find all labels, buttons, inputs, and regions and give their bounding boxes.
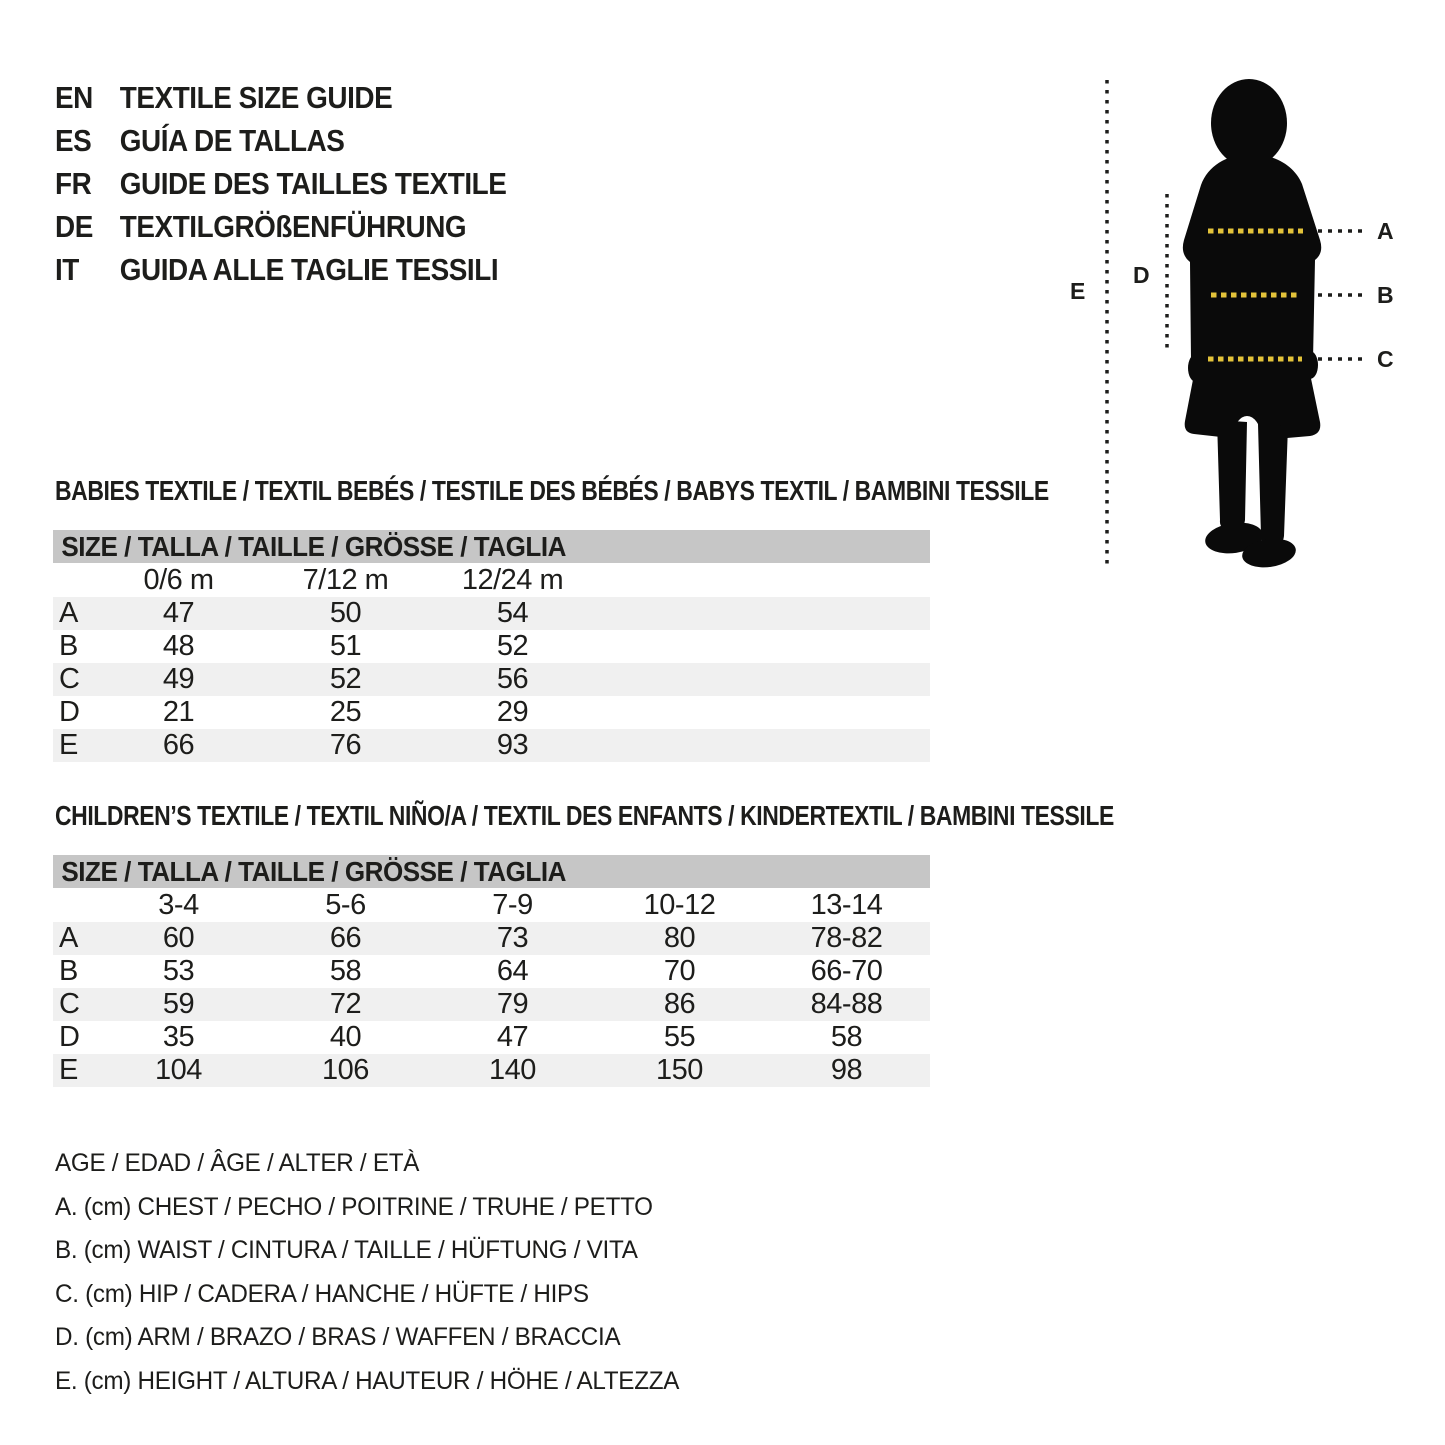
language-row bbox=[55, 162, 506, 205]
legend-line: A. (cm) CHEST / PECHO / POITRINE / TRUHE / PETTO bbox=[55, 1192, 653, 1221]
silhouette-leg-right bbox=[1258, 424, 1288, 546]
table-row bbox=[53, 922, 930, 955]
table-cell: 21 bbox=[162, 696, 195, 728]
table-row bbox=[53, 1021, 930, 1054]
table-row bbox=[53, 597, 930, 630]
children-size-table bbox=[53, 855, 930, 1087]
table-cell: 25 bbox=[329, 696, 362, 728]
legend-line: C. (cm) HIP / CADERA / HANCHE / HÜFTE / HIPS bbox=[55, 1279, 589, 1308]
legend-line: D. (cm) ARM / BRAZO / BRAS / WAFFEN / BRACCIA bbox=[55, 1323, 621, 1351]
table-cell: 48 bbox=[162, 630, 195, 662]
table-cell: 49 bbox=[162, 663, 195, 695]
table-cell: 58 bbox=[329, 955, 362, 987]
arm-label: D bbox=[1133, 262, 1150, 288]
table-cell: 86 bbox=[663, 988, 696, 1020]
table-cell: 66 bbox=[329, 922, 362, 954]
row-label: E bbox=[59, 1054, 78, 1086]
table-cell: 56 bbox=[496, 663, 529, 695]
row-label: C bbox=[59, 988, 80, 1020]
chest-label: A bbox=[1377, 218, 1394, 244]
row-label: A bbox=[59, 597, 78, 629]
table-cell: 52 bbox=[329, 663, 362, 695]
legend-line: AGE / EDAD / ÂGE / ALTER / ETÀ bbox=[55, 1149, 420, 1177]
children-column-headers bbox=[53, 888, 930, 922]
language-title: GUIDE DES TAILLES TEXTILE bbox=[119, 166, 507, 201]
children-section-title: CHILDREN’S TEXTILE / TEXTIL NIÑO/A / TEXTIL DES ENFANTS / KINDERTEXTIL / BAMBINI TESSILE bbox=[55, 800, 1114, 831]
babies-column-headers bbox=[53, 563, 930, 597]
row-label: D bbox=[59, 1021, 80, 1053]
silhouette-shirt bbox=[1183, 154, 1321, 372]
row-label: D bbox=[59, 696, 80, 728]
language-row bbox=[55, 119, 506, 162]
language-row bbox=[55, 76, 506, 119]
column-header: 7/12 m bbox=[302, 563, 389, 596]
row-label: E bbox=[59, 729, 78, 761]
babies-section-title: BABIES TEXTILE / TEXTIL BEBÉS / TESTILE DES BÉBÉS / BABYS TEXTIL / BAMBINI TESSILE bbox=[55, 475, 1049, 506]
table-cell: 66 bbox=[162, 729, 195, 761]
table-cell: 79 bbox=[496, 988, 529, 1020]
row-label: B bbox=[59, 955, 78, 987]
table-cell: 72 bbox=[329, 988, 362, 1020]
row-label: B bbox=[59, 630, 78, 662]
language-code: EN bbox=[55, 80, 93, 115]
table-cell: 150 bbox=[656, 1054, 703, 1086]
table-header-label: SIZE / TALLA / TAILLE / GRÖSSE / TAGLIA bbox=[61, 856, 566, 887]
table-cell: 84-88 bbox=[810, 988, 883, 1020]
child-silhouette bbox=[1183, 79, 1321, 571]
babies-size-table bbox=[53, 530, 930, 762]
babies-table-body bbox=[53, 597, 930, 762]
legend-line: E. (cm) HEIGHT / ALTURA / HAUTEUR / HÖHE / ALTEZZA bbox=[55, 1366, 680, 1395]
table-row bbox=[53, 663, 930, 696]
table-cell: 106 bbox=[322, 1054, 369, 1086]
table-cell: 51 bbox=[329, 630, 362, 662]
column-header: 7-9 bbox=[492, 888, 533, 921]
language-title: TEXTILE SIZE GUIDE bbox=[119, 80, 393, 115]
column-header: 13-14 bbox=[810, 888, 883, 921]
table-cell: 70 bbox=[663, 955, 696, 987]
table-cell: 73 bbox=[496, 922, 529, 954]
table-cell: 58 bbox=[830, 1021, 863, 1053]
table-cell: 80 bbox=[663, 922, 696, 954]
legend-line: B. (cm) WAIST / CINTURA / TAILLE / HÜFTUNG / VITA bbox=[55, 1236, 638, 1264]
column-header: 12/24 m bbox=[461, 563, 564, 596]
table-cell: 76 bbox=[329, 729, 362, 761]
table-header-size bbox=[53, 855, 930, 888]
language-row bbox=[55, 205, 506, 248]
column-spacer bbox=[53, 888, 95, 922]
table-cell: 29 bbox=[496, 696, 529, 728]
table-cell: 93 bbox=[496, 729, 529, 761]
language-code: IT bbox=[55, 252, 79, 287]
table-cell: 78-82 bbox=[810, 922, 883, 954]
table-cell: 35 bbox=[162, 1021, 195, 1053]
language-title: GUIDA ALLE TAGLIE TESSILI bbox=[119, 252, 499, 287]
row-label: A bbox=[59, 922, 78, 954]
table-header-label: SIZE / TALLA / TAILLE / GRÖSSE / TAGLIA bbox=[61, 531, 566, 562]
column-spacer bbox=[53, 563, 95, 597]
table-row bbox=[53, 729, 930, 762]
language-title: TEXTILGRÖßENFÜHRUNG bbox=[119, 209, 467, 244]
table-row bbox=[53, 630, 930, 663]
table-row bbox=[53, 988, 930, 1021]
table-cell: 66-70 bbox=[810, 955, 883, 987]
hip-label: C bbox=[1377, 346, 1394, 372]
silhouette-leg-left bbox=[1217, 420, 1247, 530]
measurement-legend bbox=[55, 1142, 679, 1403]
child-measurement-figure bbox=[1050, 70, 1410, 580]
table-cell: 98 bbox=[830, 1054, 863, 1086]
language-header bbox=[55, 76, 506, 291]
table-row bbox=[53, 696, 930, 729]
silhouette-shorts bbox=[1185, 364, 1321, 440]
height-label: E bbox=[1070, 278, 1086, 304]
language-row bbox=[55, 248, 506, 291]
table-cell: 40 bbox=[329, 1021, 362, 1053]
children-table-body bbox=[53, 922, 930, 1087]
language-code: FR bbox=[55, 166, 92, 201]
table-cell: 60 bbox=[162, 922, 195, 954]
waist-label: B bbox=[1377, 282, 1394, 308]
table-cell: 47 bbox=[496, 1021, 529, 1053]
table-cell: 59 bbox=[162, 988, 195, 1020]
table-cell: 53 bbox=[162, 955, 195, 987]
table-cell: 104 bbox=[155, 1054, 202, 1086]
column-header: 0/6 m bbox=[143, 563, 214, 596]
language-code: ES bbox=[55, 123, 92, 158]
row-label: C bbox=[59, 663, 80, 695]
table-row bbox=[53, 1054, 930, 1087]
table-cell: 55 bbox=[663, 1021, 696, 1053]
column-header: 3-4 bbox=[158, 888, 199, 921]
table-cell: 50 bbox=[329, 597, 362, 629]
table-cell: 64 bbox=[496, 955, 529, 987]
language-title: GUÍA DE TALLAS bbox=[119, 123, 345, 158]
table-cell: 47 bbox=[162, 597, 195, 629]
column-header: 10-12 bbox=[643, 888, 716, 921]
table-header-size bbox=[53, 530, 930, 563]
table-cell: 52 bbox=[496, 630, 529, 662]
table-row bbox=[53, 955, 930, 988]
column-header: 5-6 bbox=[325, 888, 366, 921]
table-cell: 54 bbox=[496, 597, 529, 629]
table-cell: 140 bbox=[489, 1054, 536, 1086]
language-code: DE bbox=[55, 209, 93, 244]
